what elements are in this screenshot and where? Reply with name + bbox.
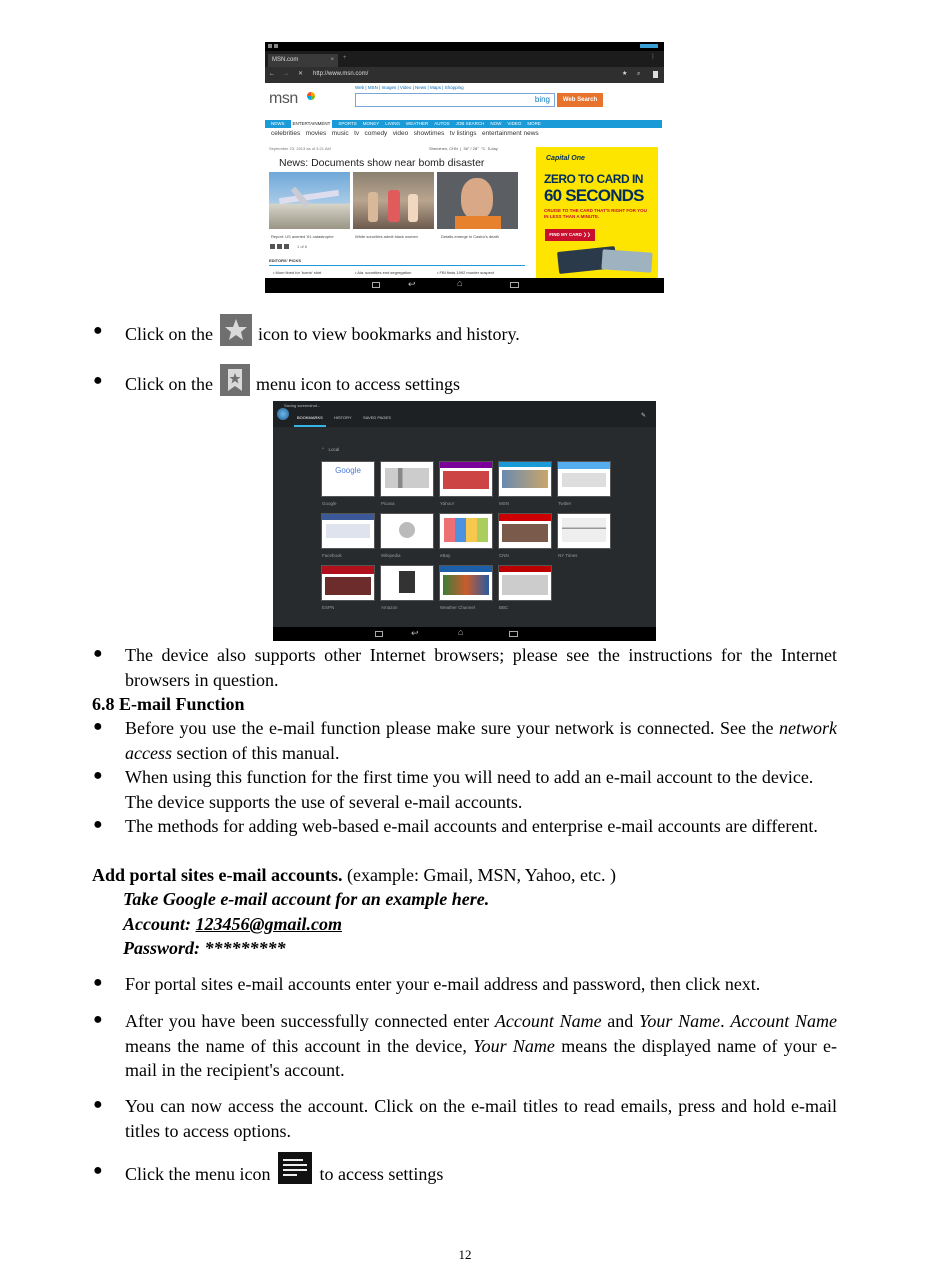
bullet-2-dot: ● <box>93 372 103 389</box>
bullet-7-text: For portal sites e-mail accounts enter your e-mail address and password, then click next. <box>125 974 761 994</box>
browser-screenshot <box>265 42 664 293</box>
bullet-3-text: The device also supports other Internet browsers; please see the instructions for the Internet browsers in question. <box>125 645 837 690</box>
bullet-1-post: icon to view bookmarks and history. <box>258 324 520 345</box>
folder-row[interactable]: ⌃ Local <box>321 447 340 452</box>
bullet-4-pre: Before you use the e-mail function please make sure your network is connected. See the <box>125 718 774 738</box>
screenshot-icon[interactable] <box>375 631 383 637</box>
home-icon[interactable]: ⌂ <box>457 278 463 288</box>
editors-picks-heading: EDITORS' PICKS <box>269 258 301 263</box>
sorority-photo[interactable] <box>353 172 434 229</box>
nav-tab-sports[interactable]: SPORTS <box>338 121 357 126</box>
status-text: Saving screenshot... <box>284 403 321 408</box>
caption-bomber[interactable]: Report: US averted '61 catastrophe <box>271 234 334 239</box>
bookmark-thumb[interactable] <box>380 565 434 601</box>
url-bar <box>265 67 664 83</box>
bookmark-thumb[interactable] <box>439 461 493 497</box>
castro-photo[interactable] <box>437 172 518 229</box>
android-nav-bar <box>265 278 664 293</box>
ad-brand-logo: Capital One <box>546 155 585 162</box>
account-name-term-2: Account Name <box>730 1011 837 1031</box>
msn-nav-bar <box>265 120 662 128</box>
ad-headline-line-2: 60 SECONDS <box>544 186 644 205</box>
weather-widget[interactable]: Shenzhen, CHN | 36° / 28° °C 5-day <box>429 146 498 151</box>
bookmark-thumb[interactable] <box>439 513 493 549</box>
active-tab-indicator <box>294 425 326 427</box>
password-line <box>123 936 286 961</box>
tab-bar <box>265 51 664 67</box>
b8-part-3: . <box>720 1011 725 1031</box>
caption-sorority[interactable]: White sororities admit black women <box>355 234 418 239</box>
bullet-1-dot: ● <box>93 322 103 339</box>
password-label: Password: <box>123 938 201 958</box>
bookmark-label: Facebook <box>322 553 342 558</box>
bullet-10-dot: ● <box>93 1162 103 1179</box>
bullet-5-text: When using this function for the first time you will need to add an e-mail account to the device. The device supports the use of several e-mail accounts. <box>125 767 814 812</box>
bookmark-label: Picasa <box>381 501 395 506</box>
nav-tab-video[interactable]: VIDEO <box>507 121 522 126</box>
bookmark-thumb[interactable] <box>498 461 552 497</box>
menu-icon <box>278 1152 312 1184</box>
add-portal-line <box>92 863 616 888</box>
msn-logo: msn <box>269 90 298 107</box>
bookmark-star-icon <box>220 364 250 396</box>
pick-1-label: Mom fined for 'bomb' shirt <box>275 270 322 275</box>
dateline: September 23, 2013 as of 3:21 AM <box>269 146 331 151</box>
bookmark-label: CNN <box>499 553 509 558</box>
account-line <box>123 912 342 937</box>
bullet-2-text <box>125 370 837 402</box>
your-name-term: Your Name <box>639 1011 721 1031</box>
status-bar <box>265 42 664 51</box>
new-tab-icon[interactable]: + <box>343 55 347 61</box>
bookmark-label: Wikipedia <box>381 553 401 558</box>
home-icon[interactable]: ⌂ <box>458 627 464 637</box>
nav-tab-autos[interactable]: AUTOS <box>434 121 450 126</box>
add-portal-example: (example: Gmail, MSN, Yahoo, etc. ) <box>347 865 616 885</box>
bookmarks-header <box>273 401 656 427</box>
bullet-10-text <box>125 1160 837 1192</box>
overflow-menu-icon[interactable]: ⋮ <box>650 54 656 60</box>
bookmark-thumb[interactable] <box>498 513 552 549</box>
bookmark-thumb[interactable] <box>321 565 375 601</box>
nav-tab-now[interactable]: NOW <box>490 121 502 126</box>
nav-tab-more[interactable]: MORE <box>527 121 541 126</box>
ad-subtext: CRUISE TO THE CARD THAT'S RIGHT FOR YOU IN LESS THAN A MINUTE. <box>544 208 647 219</box>
bookmark-thumb[interactable] <box>557 461 611 497</box>
section-heading: 6.8 E-mail Function <box>92 694 245 714</box>
pager-pause-icon[interactable] <box>277 244 282 249</box>
android-back-icon[interactable]: ↩ <box>408 279 416 289</box>
credit-card-image-2 <box>601 249 652 272</box>
bullet-9-text: You can now access the account. Click on the e-mail titles to read emails, press and hold e-mail titles to access options. <box>125 1096 837 1141</box>
nav-tab-entertainment[interactable]: ENTERTAINMENT <box>292 121 331 126</box>
bullet-8-text <box>125 1009 837 1083</box>
caption-castro[interactable]: Details emerge in Castro's death <box>441 234 499 239</box>
stop-icon[interactable]: ✕ <box>298 71 304 77</box>
bomber-photo[interactable] <box>269 172 350 229</box>
bookmark-label: eBay <box>440 553 451 558</box>
capital-one-ad[interactable] <box>536 147 658 280</box>
password-value: ********* <box>204 938 286 958</box>
bullet-3-dot: ● <box>93 645 103 662</box>
bookmark-thumb[interactable] <box>498 565 552 601</box>
b8-part-5: means the displayed name of your e-mail in the recipient's account. <box>125 1035 838 1080</box>
search-icon[interactable]: ⌕ <box>637 71 641 77</box>
msn-search-input[interactable] <box>355 93 555 107</box>
recent-apps-icon[interactable] <box>510 282 519 288</box>
bullet-7-dot: ● <box>93 974 103 991</box>
your-name-term-2: Your Name <box>473 1035 555 1056</box>
b8-part-4: means the name of this account in the device, <box>125 1035 467 1056</box>
bookmark-label: BBC <box>499 605 509 610</box>
bookmark-thumb[interactable] <box>439 565 493 601</box>
android-nav-bar <box>273 627 656 641</box>
screenshot-icon[interactable] <box>372 282 380 288</box>
web-search-button[interactable]: Web Search <box>557 93 603 107</box>
nav-tab-money[interactable]: MONEY <box>362 121 380 126</box>
close-tab-icon[interactable]: × <box>330 57 334 63</box>
url-field[interactable]: http://www.msn.com/ <box>313 71 369 77</box>
bookmark-label: Yahoo! <box>440 501 454 506</box>
msn-sub-links[interactable]: celebrities movies music tv comedy video showtimes tv listings entertainment news <box>271 130 539 137</box>
bullet-4-text <box>125 716 837 765</box>
browser-globe-icon <box>277 408 289 420</box>
pick-2-label: Ala. sororities end segregation <box>357 270 412 275</box>
bookmark-label: Amazon <box>381 605 398 610</box>
nav-tab-job-search[interactable]: JOB SEARCH <box>455 121 485 126</box>
pick-3-label: FBI finds 1992 murder suspect <box>439 270 494 275</box>
bookmark-label: ESPN <box>322 605 335 610</box>
bookmarks-screenshot <box>273 401 656 641</box>
bullet-4-dot: ● <box>93 718 103 735</box>
pager-count: 1 of 6 <box>297 244 308 249</box>
nav-tab-living[interactable]: LIVING <box>385 121 401 126</box>
bullet-9-dot: ● <box>93 1096 103 1113</box>
android-back-icon[interactable]: ↩ <box>411 628 419 638</box>
bullet-6-text: The methods for adding web-based e-mail accounts and enterprise e-mail accounts are different. <box>125 816 818 836</box>
bullet-8-dot: ● <box>93 1011 103 1028</box>
bookmark-label: MSN <box>499 501 509 506</box>
bullet-1-pre: Click on the <box>125 324 213 345</box>
bullet-6-dot: ● <box>93 816 103 833</box>
pager-next-icon[interactable] <box>284 244 289 249</box>
new-bookmark-icon[interactable]: ✎ <box>641 413 647 419</box>
bookmark-label: Weather Channel <box>440 605 475 610</box>
divider <box>269 265 525 266</box>
bookmark-thumb[interactable] <box>380 513 434 549</box>
browser-tab[interactable] <box>268 54 338 67</box>
bookmark-thumb[interactable] <box>380 461 434 497</box>
folder-label: Local <box>328 447 340 452</box>
nav-tab-news[interactable]: NEWS <box>271 121 285 126</box>
bullet-1-text <box>125 320 837 352</box>
bullet-10-post: to access settings <box>319 1164 444 1185</box>
bookmark-thumb[interactable]: Google <box>321 461 375 497</box>
ad-headline-line-1: ZERO TO CARD IN <box>544 172 643 186</box>
bullet-4-post: section of this manual. <box>176 742 340 763</box>
bullet-5-dot: ● <box>93 767 103 784</box>
pick-3[interactable]: • FBI finds 1992 murder suspect <box>437 270 494 275</box>
account-value[interactable]: 123456@gmail.com <box>195 914 342 934</box>
find-my-card-button[interactable]: FIND MY CARD ❯❯ <box>545 229 595 241</box>
pick-2[interactable]: • Ala. sororities end segregation <box>355 270 412 275</box>
back-icon[interactable]: ← <box>269 71 275 77</box>
pager-prev-icon[interactable] <box>270 244 275 249</box>
bookmark-label: Google <box>322 501 337 506</box>
add-portal-heading: Add portal sites e-mail accounts. <box>92 865 343 885</box>
news-headline[interactable]: News: Documents show near bomb disaster <box>279 157 485 169</box>
nav-tab-weather[interactable]: WEATHER <box>406 121 429 126</box>
recent-apps-icon[interactable] <box>509 631 518 637</box>
tab-history[interactable]: HISTORY <box>334 415 352 420</box>
bookmark-menu-icon[interactable] <box>653 71 658 78</box>
msn-butterfly-icon <box>307 92 315 100</box>
page-number: 12 <box>458 1247 472 1262</box>
account-label: Account: <box>123 914 192 934</box>
bullet-2-post: menu icon to access settings <box>256 374 460 395</box>
bookmark-thumb[interactable] <box>557 513 611 549</box>
example-line: Take Google e-mail account for an example here. <box>123 889 490 909</box>
tab-bookmarks[interactable]: BOOKMARKS <box>297 415 323 420</box>
msn-top-links[interactable]: Web | MSN | Images | Video | News | Maps | Shopping <box>355 85 464 90</box>
bing-logo: bing <box>534 95 550 104</box>
tab-title: MSN.com <box>272 57 299 63</box>
bullet-10-pre: Click the menu icon <box>125 1164 271 1185</box>
b8-part-1: After you have been successfully connected enter <box>125 1011 490 1031</box>
pick-1[interactable]: • Mom fined for 'bomb' shirt <box>273 270 322 275</box>
star-icon <box>220 314 252 346</box>
tab-saved-pages[interactable]: SAVED PAGES <box>363 415 391 420</box>
b8-part-2: and <box>607 1011 634 1031</box>
network-access-ref: network access <box>125 718 837 763</box>
forward-icon[interactable]: → <box>283 71 289 77</box>
bullet-2-pre: Click on the <box>125 374 213 395</box>
account-name-term: Account Name <box>494 1011 602 1031</box>
bookmark-label: NY Times <box>558 553 578 558</box>
bookmark-thumb[interactable] <box>321 513 375 549</box>
bookmark-label: Twitter <box>558 501 572 506</box>
star-icon[interactable]: ★ <box>622 71 628 77</box>
